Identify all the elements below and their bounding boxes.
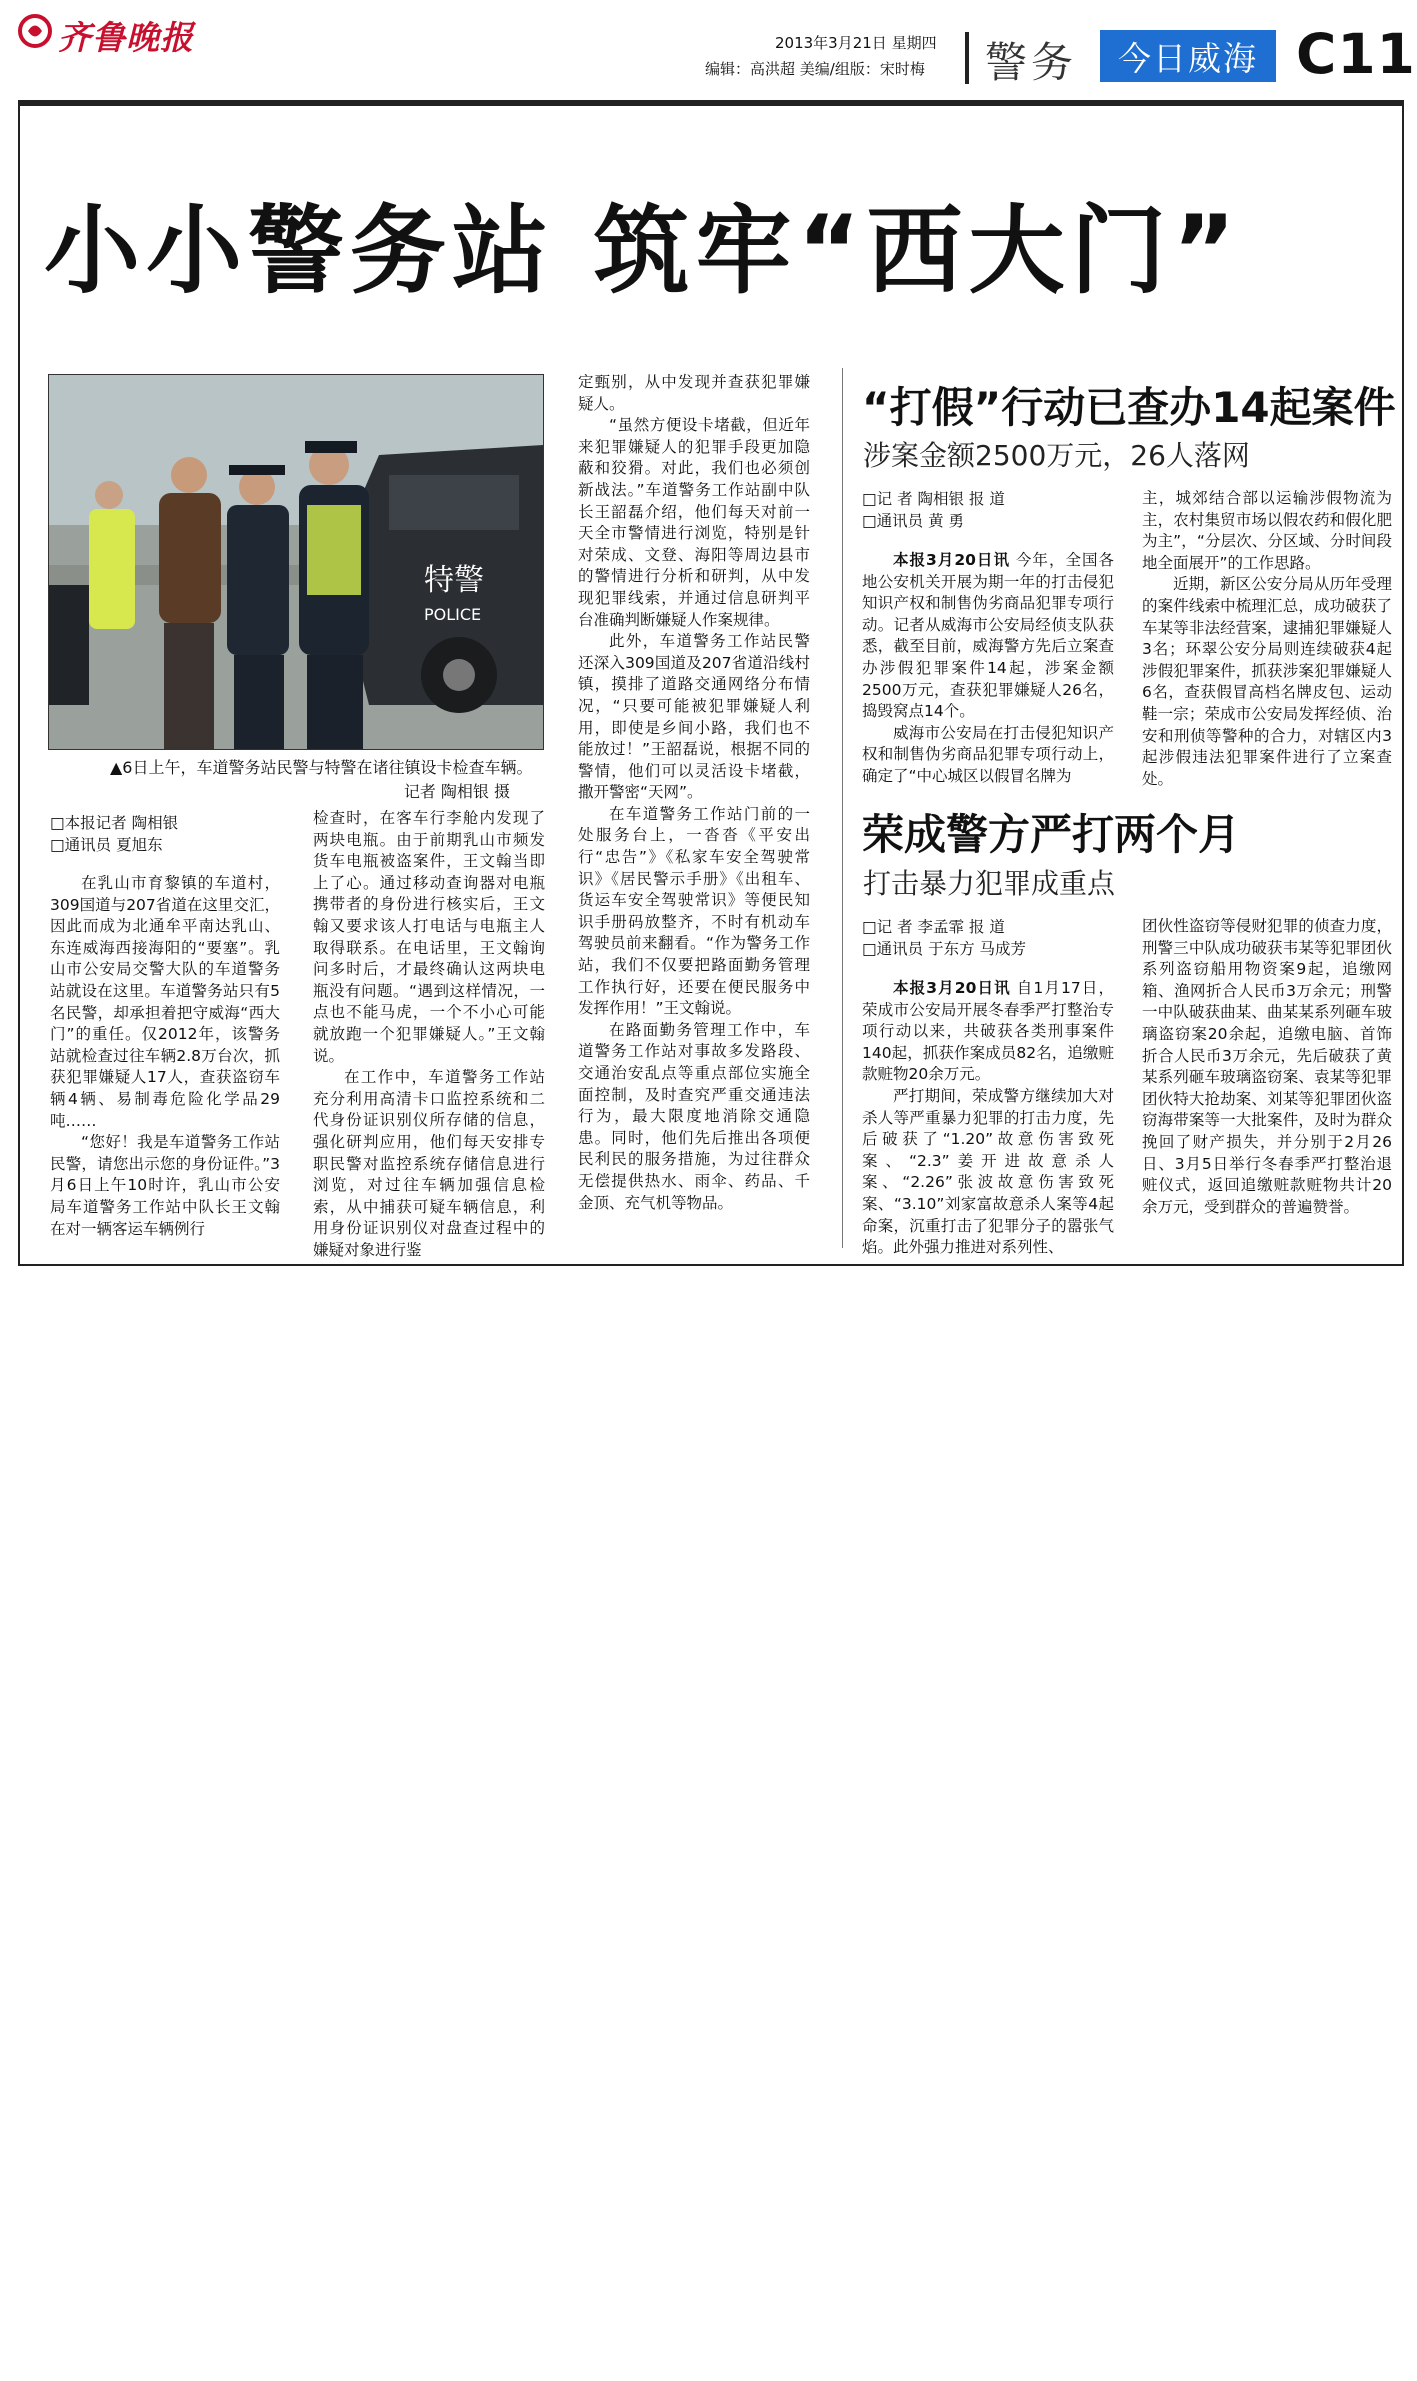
paragraph: 检查时，在客车行李舱内发现了两块电瓶。由于前期乳山市频发货车电瓶被盗案件，王文翰当即上了心。通过移动查询器对电瓶携带者的身份进行核实后，王文翰又要求该人打电话与电瓶主人取得联系。在电话里，王文翰询问多时后，才最终确认这两块电瓶没有问题。“遇到这样情况，一点也不能马虎，一个不小心可能就放跑一个犯罪嫌疑人。”王文翰说。: [313, 809, 545, 1065]
paragraph: 在工作中，车道警务工作站充分利用高清卡口监控系统和二代身份证识别仪所存储的信息，强化研判应用，他们每天安排专职民警对监控系统存储信息进行浏览，对过往车辆加强信息检索，从中捕获可疑车辆信息，利用身份证识别仪对盘查过程中的嫌疑对象进行鉴: [313, 1068, 545, 1259]
page-number: C11: [1296, 22, 1416, 86]
section-label: 警务: [985, 38, 1078, 87]
article2-column-2: [1142, 488, 1392, 790]
paragraph: 主，城郊结合部以运输涉假物流为主，农村集贸市场以假农药和假化肥为主”，“分层次、分区域、分时间段地全面展开”的工作思路。: [1142, 489, 1392, 572]
header-divider: [965, 32, 969, 84]
article2-column-1: [862, 550, 1114, 788]
article3-column-2: [1142, 916, 1392, 1218]
article3-byline: [862, 916, 1026, 960]
article3-subheadline: 打击暴力犯罪成重点: [863, 867, 1116, 900]
paragraph: [862, 978, 1114, 1086]
van-text-police: POLICE: [424, 605, 482, 624]
byline-correspondent: □通讯员 黄 勇: [862, 512, 964, 530]
police-checkpoint-illustration: [49, 375, 543, 749]
paragraph: 在路面勤务管理工作中，车道警务工作站对事故多发路段、交通治安乱点等重点部位实施全面控制，及时查究严重交通违法行为，最大限度地消除交通隐患。同时，他们先后推出各项便民利民的服务措施，为过往群众无偿提供热水、雨伞、药品、千金顶、充气机等物品。: [578, 1020, 810, 1212]
article2-subheadline: 涉案金额2500万元，26人落网: [863, 439, 1250, 472]
caption-text: ▲6日上午，车道警务站民警与特警在诸往镇设卡检查车辆。: [110, 758, 533, 777]
newspaper-logo: [18, 8, 218, 57]
paragraph: 在乳山市育黎镇的车道村，309国道与207省道在这里交汇，因此而成为北通牟平南达乳山、东连威海西接海阳的“要塞”。乳山市公安局交警大队的车道警务站就设在这里。车道警务站只有5名民警，却承担着把守威海“西大门”的重任。仅2012年，该警务站就检查过往车辆2.8万台次，抓获犯罪嫌疑人17人，查获盗窃车辆4辆、易制毒危险化学品29吨……: [50, 874, 280, 1130]
lead-headline: 小小警务站 筑牢“西大门”: [44, 195, 1242, 307]
dateline: 本报3月20日讯: [893, 551, 1010, 569]
paragraph: 严打期间，荣成警方继续加大对杀人等严重暴力犯罪的打击力度，先后破获了“1.20”故意伤害致死案、“2.3”姜开进故意杀人案、“2.26”张波故意伤害致死案、“3.10”刘家富故意杀人案等4起命案，沉重打击了犯罪分子的嚣张气焰。此外强力推进对系列性、: [862, 1086, 1114, 1257]
lead-column-1: [50, 873, 280, 1240]
van-text: 特警: [424, 563, 484, 598]
paragraph: 定甄别，从中发现并查获犯罪嫌疑人。: [578, 373, 810, 413]
photo-credit: 记者 陶相银 摄: [403, 782, 510, 801]
byline-correspondent: □通讯员 夏旭东: [50, 836, 163, 854]
news-photo: [48, 374, 544, 750]
dateline: 本报3月20日讯: [893, 979, 1011, 997]
article3-column-1: [862, 978, 1114, 1259]
lead-byline: [50, 812, 178, 856]
paragraph: 在车道警务工作站门前的一处服务台上，一沓沓《平安出行“忠告”》《私家车安全驾驶常识》《居民警示手册》《出租车、货运车安全驾驶常识》等便民知识手册码放整齐，不时有机动车驾驶员前来翻看。“作为警务工作站，我们不仅要把路面勤务管理工作执行好，还要在便民服务中发挥作用！”王文翰说。: [578, 804, 810, 1018]
byline-correspondent: □通讯员 于东方 马成芳: [862, 940, 1026, 958]
paragraph: 近期，新区公安分局从历年受理的案件线索中梳理汇总，成功破获了车某等非法经营案，逮捕犯罪嫌疑人3名；环翠公安分局则连续破获4起涉假犯罪案件，抓获涉案犯罪嫌疑人6名，查获假冒高档名牌皮包、运动鞋一宗；荣成市公安局发挥经侦、治安和刑侦等警种的合力，对辖区内3起涉假违法犯罪案件进行了立案查处。: [1142, 575, 1392, 788]
byline-reporter: □本报记者 陶相银: [50, 814, 179, 832]
paragraph: 此外，车道警务工作站民警还深入309国道及207省道沿线村镇，摸排了道路交通网络分布情况，“只要可能被犯罪嫌疑人利用，即使是乡间小路，我们也不能放过！”王韶磊说，根据不同的警情，他们可以灵活设卡堵截，撒开警密“天网”。: [578, 632, 810, 802]
lead-column-2: [313, 808, 545, 1261]
photo-caption: [110, 756, 550, 804]
byline-reporter: □记 者 陶相银 报 道: [862, 490, 1005, 508]
article3-headline: 荣成警方严打两个月: [862, 810, 1241, 859]
column-divider: [842, 368, 843, 1248]
paragraph: “您好！我是车道警务工作站民警，请您出示您的身份证件。”3月6日上午10时许，乳山市公安局车道警务工作站中队长王文翰在对一辆客运车辆例行: [50, 1133, 280, 1238]
byline-reporter: □记 者 李孟霏 报 道: [862, 918, 1005, 936]
article2-headline: “打假”行动已查办14起案件: [862, 383, 1396, 432]
paragraph: [862, 550, 1114, 723]
logo-emblem-icon: [18, 14, 52, 48]
editors-line: 编辑：高洪超 美编/组版：宋时梅: [705, 60, 925, 78]
issue-date: 2013年3月21日 星期四: [775, 34, 937, 52]
paragraph: “虽然方便设卡堵截，但近年来犯罪嫌疑人的犯罪手段更加隐蔽和狡猾。对此，我们也必须创新战法。”车道警务工作站副中队长王韶磊介绍，他们每天对前一天全市警情进行浏览，特别是针对荣成、文登、海阳等周边县市的警情进行分析和研判，从中发现犯罪线索，并通过信息研判平台准确判断嫌疑人作案规律。: [578, 416, 810, 629]
article2-byline: [862, 488, 1005, 532]
paragraph-text: 今年，全国各地公安机关开展为期一年的打击侵犯知识产权和制售伪劣商品犯罪专项行动。记者从威海市公安局经侦支队获悉，截至目前，威海警方先后立案查办涉假犯罪案件14起，涉案金额2500万元，查获犯罪嫌疑人26名，捣毁窝点14个。: [862, 551, 1114, 721]
paragraph: 团伙性盗窃等侵财犯罪的侦查力度，刑警三中队成功破获韦某等犯罪团伙系列盗窃船用物资案9起，追缴网箱、渔网折合人民币3万余元；刑警一中队破获曲某、曲某某系列砸车玻璃盗窃案20余起，追缴电脑、首饰折合人民币3万余元，先后破获了黄某系列砸车玻璃盗窃案、袁某等犯罪团伙特大抢劫案、刘某等犯罪团伙盗窃海带案等一大批案件，及时为群众挽回了财产损失，并分别于2月26日、3月5日举行冬春季严打整治退赃仪式，返回追缴赃款赃物共计20余万元，受到群众的普遍赞誉。: [1142, 917, 1392, 1216]
section-tag: 今日威海: [1100, 30, 1276, 82]
lead-column-3: [578, 372, 810, 1214]
brand-name: 齐鲁晚报: [58, 18, 194, 57]
paragraph: 威海市公安局在打击侵犯知识产权和制售伪劣商品犯罪专项行动上，确定了“中心城区以假冒名牌为: [862, 723, 1114, 785]
paragraph-text: 自1月17日，荣成市公安局开展冬春季严打整治专项行动以来，共破获各类刑事案件140起，抓获作案成员82名，追缴赃款赃物20余万元。: [862, 979, 1115, 1084]
